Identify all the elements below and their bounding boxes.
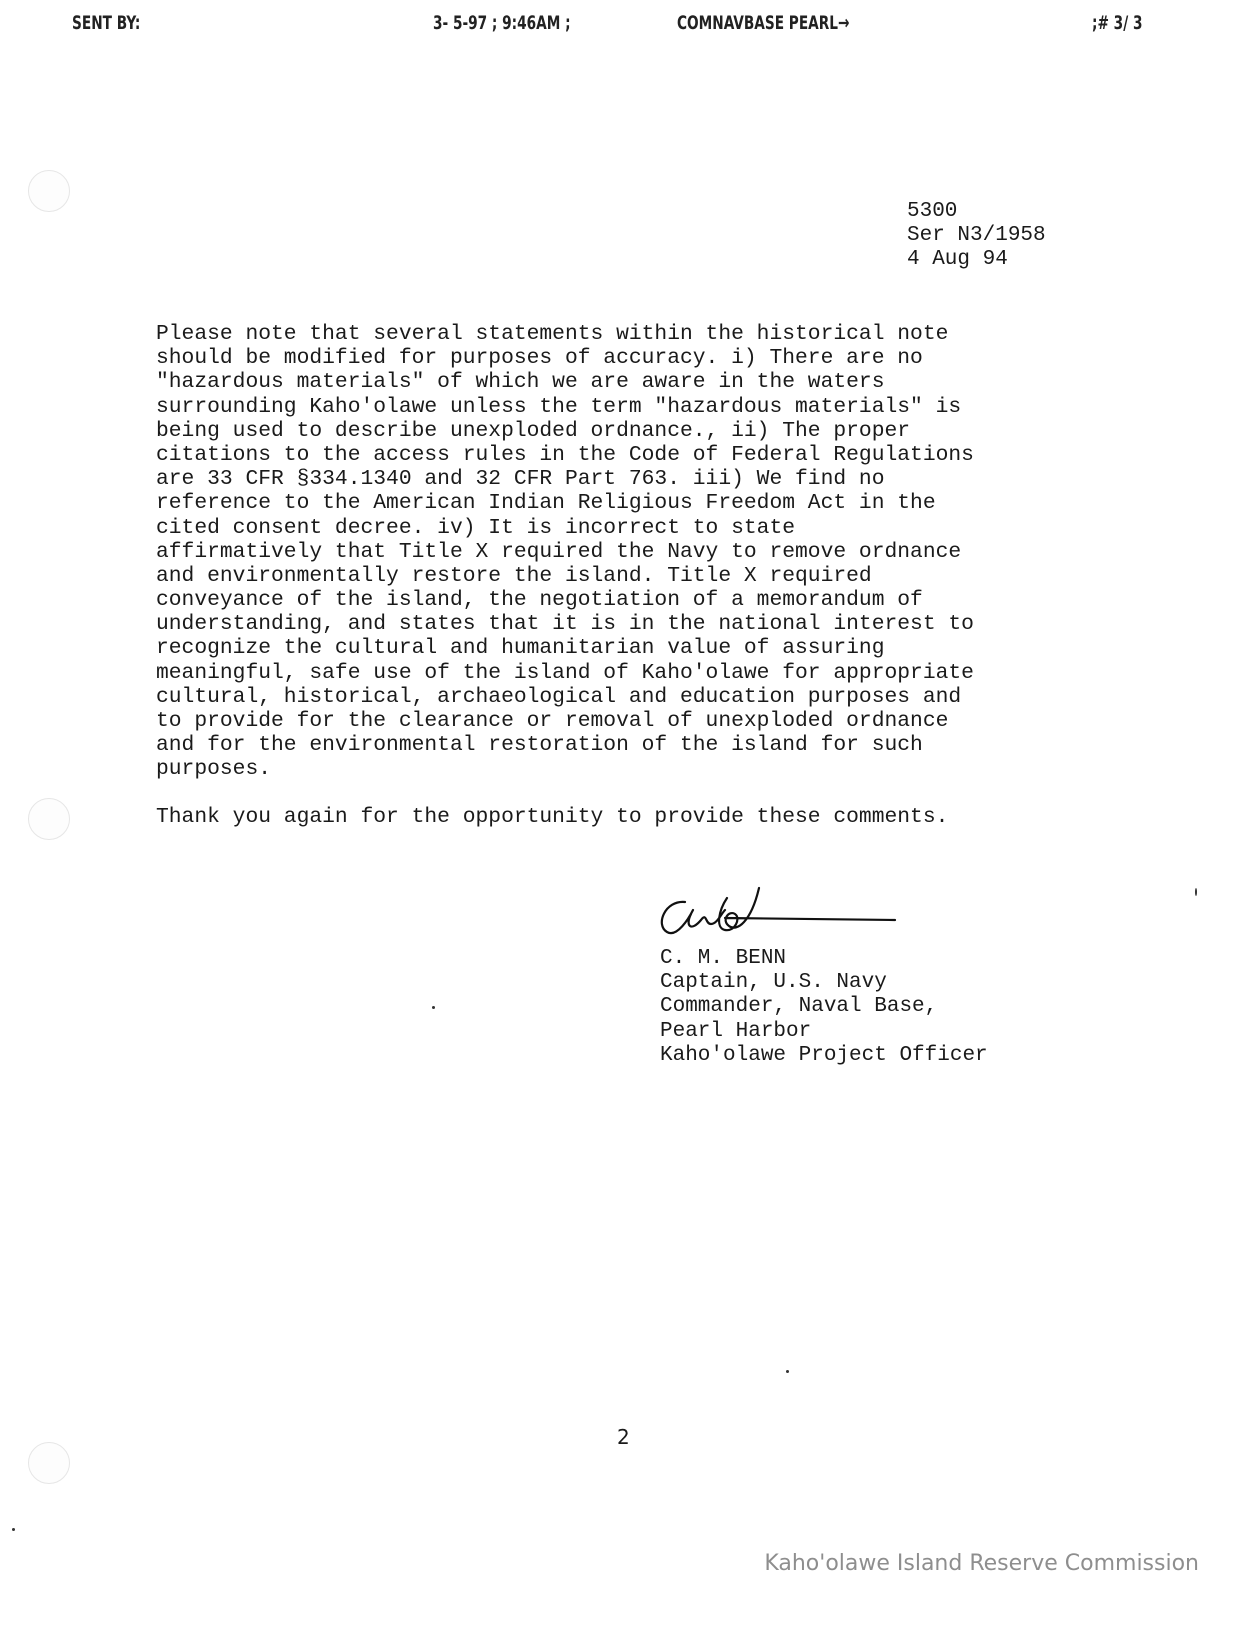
signer-name: C. M. BENN: [660, 947, 787, 970]
scan-speck: [432, 1006, 435, 1009]
punch-hole: [28, 1442, 70, 1484]
paragraph-line: are 33 CFR §334.1340 and 32 CFR Part 763. iii) We find no: [156, 467, 885, 492]
letter-date: 4 Aug 94: [907, 248, 1008, 271]
fax-header: [0, 12, 1255, 42]
paragraph-line: purposes.: [156, 757, 272, 782]
reference-block: [907, 200, 1046, 272]
paragraph-line: meaningful, safe use of the island of Kaho'olawe for appropriate: [156, 660, 974, 685]
scan-speck: [786, 1370, 789, 1373]
paragraph-line: cultural, historical, archaeological and education purposes and: [156, 684, 962, 709]
paragraph-line: and environmentally restore the island. Title X required: [156, 563, 872, 588]
fax-date-time: 3- 5-97 ; 9:46AM ;: [433, 12, 571, 34]
paragraph-line: Please note that several statements within the historical note: [156, 322, 949, 346]
paragraph-line: conveyance of the island, the negotiation of a memorandum of: [156, 588, 923, 613]
ssic-code: 5300: [907, 200, 958, 223]
punch-hole: [28, 798, 70, 840]
collection-watermark: Kaho'olawe Island Reserve Commission: [764, 1551, 1199, 1576]
fax-sent-by: SENT BY:: [72, 12, 141, 34]
page-number: 2: [617, 1425, 630, 1449]
closing-sentence: Thank you again for the opportunity to provide these comments.: [156, 805, 949, 829]
scan-speck: [12, 1528, 15, 1531]
paragraph-line: affirmatively that Title X required the Navy to remove ordnance: [156, 539, 962, 564]
signer-rank: Captain, U.S. Navy: [660, 971, 887, 995]
paragraph-line: and for the environmental restoration of the island for such: [156, 733, 923, 758]
handwritten-signature: [655, 880, 905, 950]
paragraph-line: to provide for the clearance or removal of unexploded ordnance: [156, 709, 949, 733]
paragraph-line: understanding, and states that it is in the national interest to: [156, 612, 974, 637]
signer-title: Pearl Harbor: [660, 1019, 812, 1043]
fax-sender: COMNAVBASE PEARL→: [677, 12, 850, 34]
signer-title: Kaho'olawe Project Officer: [660, 1043, 988, 1067]
signer-title: Commander, Naval Base,: [660, 995, 938, 1019]
signature-block: [660, 947, 988, 1068]
paragraph-line: recognize the cultural and humanitarian value of assuring: [156, 636, 885, 661]
paragraph-line: "hazardous materials" of which we are aware in the waters: [156, 370, 885, 395]
paragraph-line: citations to the access rules in the Code of Federal Regulations: [156, 442, 974, 467]
paragraph-line: reference to the American Indian Religious Freedom Act in the: [156, 491, 936, 516]
paragraph-line: surrounding Kaho'olawe unless the term "hazardous materials" is: [156, 394, 962, 419]
paragraph-line: cited consent decree. iv) It is incorrect to state: [156, 515, 796, 540]
body-paragraph: [156, 322, 1096, 782]
scan-speck: [1195, 888, 1197, 896]
fax-page-count: ;# 3/ 3: [1092, 12, 1143, 34]
paragraph-line: being used to describe unexploded ordnance., ii) The proper: [156, 418, 911, 443]
serial-number: Ser N3/1958: [907, 224, 1046, 247]
paragraph-line: should be modified for purposes of accuracy. i) There are no: [156, 346, 923, 371]
punch-hole: [28, 170, 70, 212]
